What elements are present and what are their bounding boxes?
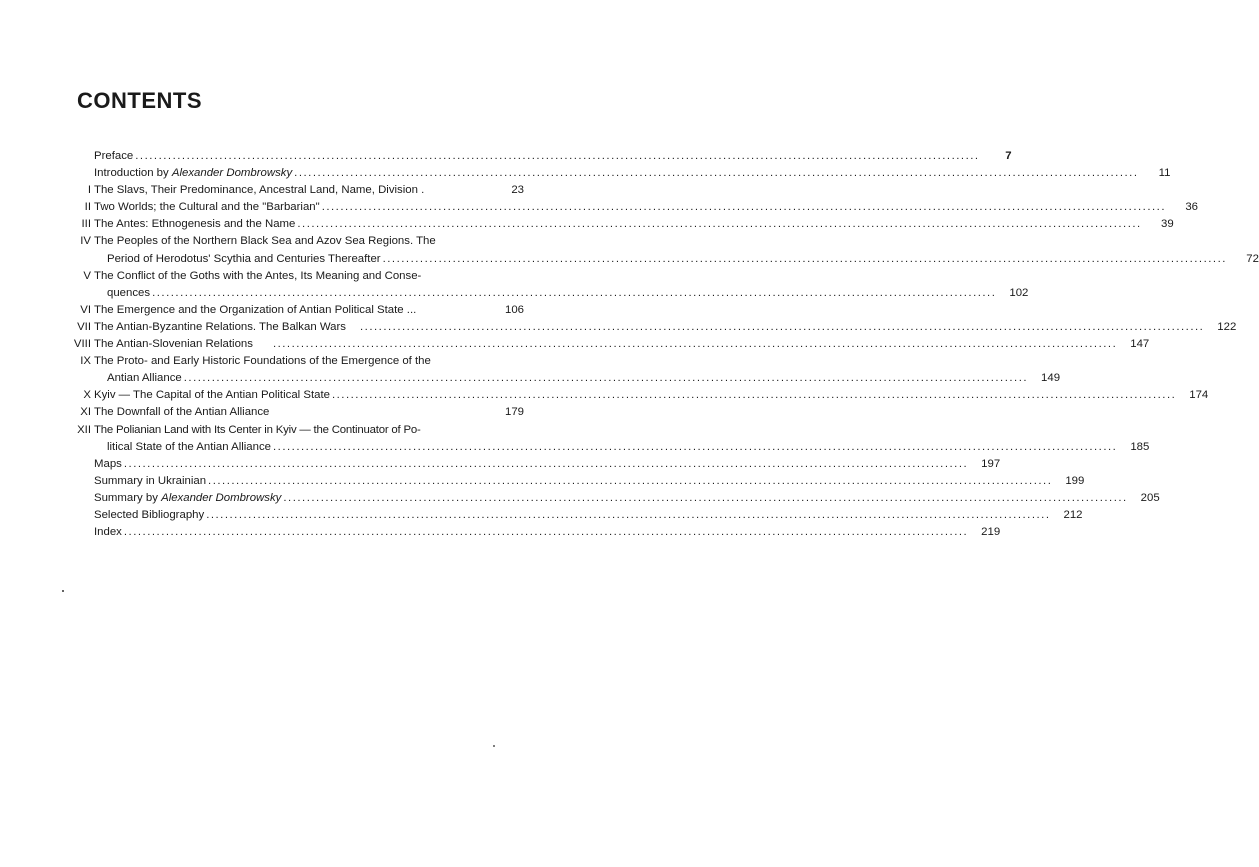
entry-title: litical State of the Antian Alliance [107,440,272,453]
page-number: 197 [981,457,1001,470]
toc-entry-summary-ukrainian[interactable] [62,473,1085,490]
toc-entry-chapter-3[interactable] [62,216,1174,233]
chapter-number: V [83,269,91,282]
toc-entry-index[interactable] [62,524,1001,541]
leader-dots [332,387,1176,404]
page-number: 149 [1041,372,1061,385]
chapter-number: IX [80,355,91,368]
toc-entry-chapter-4[interactable] [62,233,1259,267]
entry-title-line: The Proto- and Early Historic Foundations of the Emergence of the [94,355,431,368]
entry-title: The Antian-Slovenian Relations [94,338,253,351]
page-number: 23 [511,184,524,197]
toc-entry-chapter-10[interactable] [62,387,1209,404]
entry-title: Preface [94,150,134,162]
entry-title: The Antes: Ethnogenesis and the Name [94,218,296,231]
leader-dots [273,336,1117,353]
page-number: 72 [1246,252,1259,265]
entry-title [94,165,292,182]
toc-entry-chapter-12[interactable] [62,422,1150,456]
toc-entry-chapter-1[interactable] [62,182,524,199]
leader-dots [322,199,1166,216]
entry-title: The Antian-Byzantine Relations. The Balkan Wars [94,320,346,333]
page-number: 179 [504,406,524,419]
leader-dots [208,473,1052,490]
page-number: 174 [1189,389,1209,402]
chapter-number: XI [80,406,91,419]
toc-entry-bibliography[interactable] [62,507,1083,524]
entry-title: The Slavs, Their Predominance, Ancestral Land, Name, Division . [94,184,425,197]
chapter-number: II [84,201,91,214]
leader-dots [135,148,979,165]
page-number: 102 [1009,286,1029,299]
page-number: 39 [1161,218,1174,231]
leader-dots [360,319,1204,336]
toc-entry-chapter-7[interactable] [62,319,1237,336]
table-of-contents [62,148,1259,541]
page-number: 11 [1158,167,1171,180]
print-speck [493,745,495,747]
entry-title: Maps [94,457,122,470]
leader-dots [184,370,1028,387]
entry-author: Alexander Dombrowsky [161,491,282,504]
entry-title: Kyiv — The Capital of the Antian Political State [94,389,330,402]
leader-dots [124,456,968,473]
toc-entry-chapter-8[interactable] [62,336,1150,353]
entry-title: Summary in Ukrainian [94,474,207,487]
page-number: 219 [981,526,1001,539]
leader-dots [152,285,996,302]
leader-dots [283,490,1127,507]
entry-title-text: Introduction by [94,167,172,180]
page-number: 36 [1185,201,1198,214]
toc-entry-chapter-2[interactable] [62,199,1198,216]
chapter-number: I [87,184,91,197]
entry-title: The Downfall of the Antian Alliance [94,406,270,419]
page-number: 7 [1005,150,1012,162]
page-title: CONTENTS [77,88,202,113]
chapter-number: VIII [73,338,91,351]
page-number: 205 [1140,491,1160,504]
leader-dots [383,251,1227,268]
entry-title: Period of Herodotus' Scythia and Centuries Thereafter [107,252,381,265]
toc-entry-preface[interactable] [62,148,1012,165]
entry-title: quences [107,286,151,299]
chapter-number: XII [77,423,91,436]
entry-title-line: The Polianian Land with Its Center in Kyiv — the Continuator of Po- [94,423,421,436]
entry-author: Alexander Dombrowsky [171,167,293,180]
leader-dots [206,507,1050,524]
entry-title: Two Worlds; the Cultural and the "Barbarian" [94,201,320,214]
chapter-number: III [81,218,91,231]
toc-entry-chapter-5[interactable] [62,268,1029,302]
toc-entry-maps[interactable] [62,456,1001,473]
page-number: 122 [1217,320,1237,333]
page-number: 199 [1065,474,1085,487]
toc-entry-chapter-11[interactable] [62,404,524,421]
page-number: 147 [1130,338,1150,351]
entry-title: The Emergence and the Organization of Antian Political State ... [94,303,417,316]
entry-title-line: The Conflict of the Goths with the Antes, Its Meaning and Conse- [94,269,422,282]
toc-entry-chapter-6[interactable] [62,302,524,319]
print-speck [62,590,64,592]
entry-title: Index [94,526,122,539]
chapter-number: X [83,389,91,402]
entry-title: Antian Alliance [107,372,182,385]
entry-title-line: The Peoples of the Northern Black Sea and Azov Sea Regions. The [94,235,436,248]
entry-title: Selected Bibliography [94,508,205,521]
toc-entry-summary-dombrowsky[interactable] [62,490,1160,507]
chapter-number: VI [80,303,91,316]
chapter-number: IV [80,235,91,248]
leader-dots [294,165,1138,182]
leader-dots [297,216,1141,233]
entry-title [94,490,281,507]
page-number: 106 [504,303,524,316]
toc-entry-chapter-9[interactable] [62,353,1061,387]
page-number: 185 [1130,440,1150,453]
leader-dots [273,439,1117,456]
page-number: 212 [1063,508,1083,521]
leader-dots [124,524,968,541]
toc-entry-introduction[interactable] [62,165,1171,182]
chapter-number: VII [77,320,91,333]
entry-title-text: Summary by [94,491,162,504]
